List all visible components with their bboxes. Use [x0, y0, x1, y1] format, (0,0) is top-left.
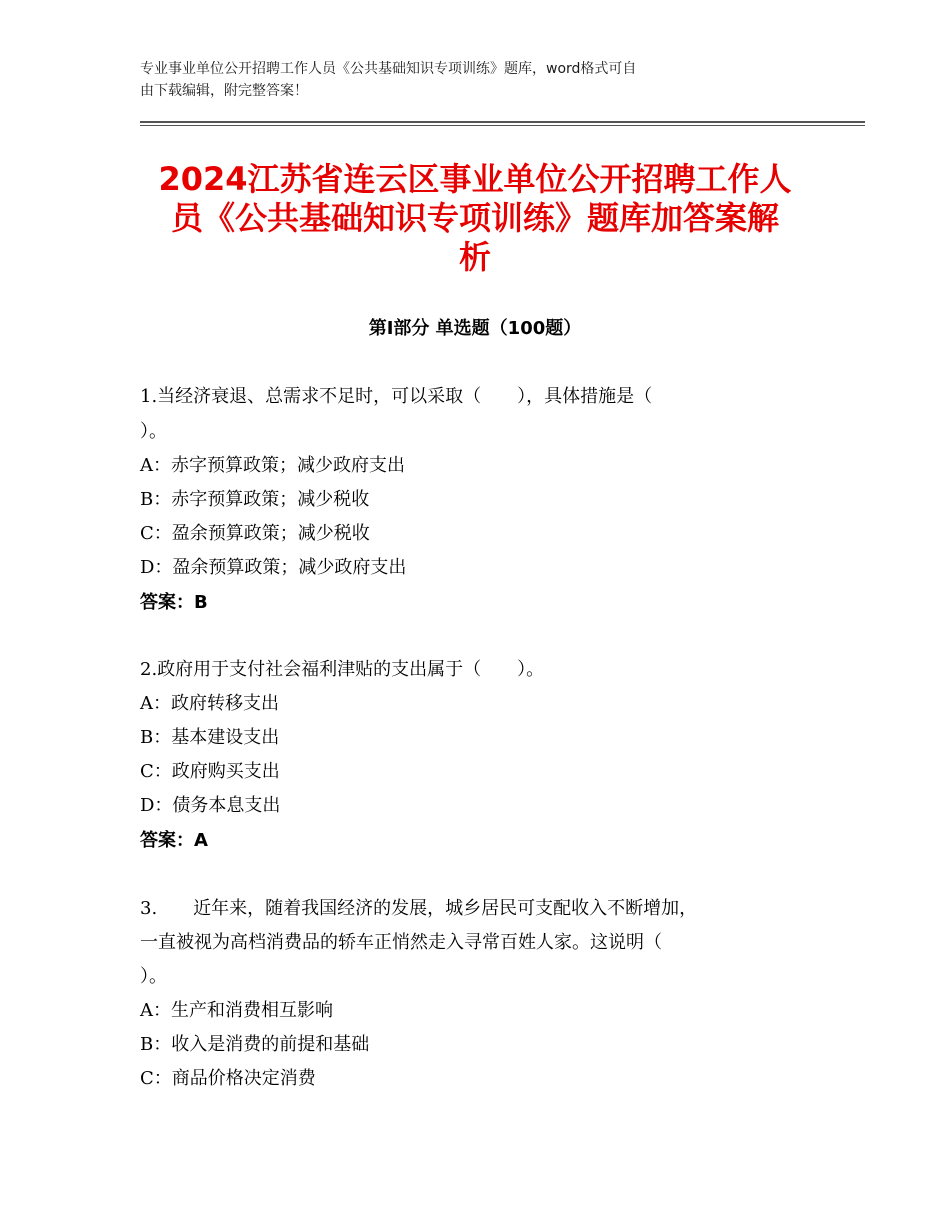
header-note-line-2: 由下载编辑，附完整答案！	[140, 83, 308, 99]
section-title: 第Ⅰ部分 单选题（100题）	[368, 318, 582, 339]
question-1-option-d: D：盈余预算政策；减少政府支出	[140, 557, 407, 578]
question-1-answer: 答案：B	[140, 592, 208, 613]
question-3-stem-line-3: ）。	[140, 966, 167, 987]
document-title-line-3: 析	[458, 238, 491, 276]
question-1-stem-line-2: ）。	[140, 421, 167, 442]
question-2-option-b: B：基本建设支出	[140, 727, 280, 748]
header-divider-thick	[140, 121, 865, 123]
question-2-answer: 答案：A	[140, 830, 208, 851]
document-title	[130, 160, 820, 277]
question-3-option-b: B：收入是消费的前提和基础	[140, 1034, 370, 1055]
question-1-stem-line-1: 1.当经济衰退、总需求不足时，可以采取（ ），具体措施是（	[140, 386, 653, 407]
question-2-option-c: C：政府购买支出	[140, 761, 280, 782]
question-3-option-a: A：生产和消费相互影响	[140, 1000, 333, 1021]
question-3-stem-line-2: 一直被视为高档消费品的轿车正悄然走入寻常百姓人家。这说明（	[140, 932, 662, 953]
document-title-line-1: 2024江苏省连云区事业单位公开招聘工作人	[158, 160, 792, 198]
header-divider-thin	[140, 125, 865, 126]
question-3-option-c: C：商品价格决定消费	[140, 1068, 316, 1089]
question-3-stem-line-1: 3. 近年来，随着我国经济的发展，城乡居民可支配收入不断增加，	[140, 898, 698, 919]
question-2-stem-line-1: 2.政府用于支付社会福利津贴的支出属于（ ）。	[140, 659, 545, 680]
question-1-option-c: C：盈余预算政策；减少税收	[140, 523, 370, 544]
document-title-line-2: 员《公共基础知识专项训练》题库加答案解	[170, 199, 779, 237]
question-2-option-d: D：债务本息支出	[140, 795, 281, 816]
header-note-line-1: 专业事业单位公开招聘工作人员《公共基础知识专项训练》题库，word格式可自	[140, 61, 637, 77]
question-1-option-a: A：赤字预算政策；减少政府支出	[140, 455, 405, 476]
question-1-option-b: B：赤字预算政策；减少税收	[140, 489, 370, 510]
question-2-option-a: A：政府转移支出	[140, 693, 279, 714]
header-note	[140, 58, 810, 102]
